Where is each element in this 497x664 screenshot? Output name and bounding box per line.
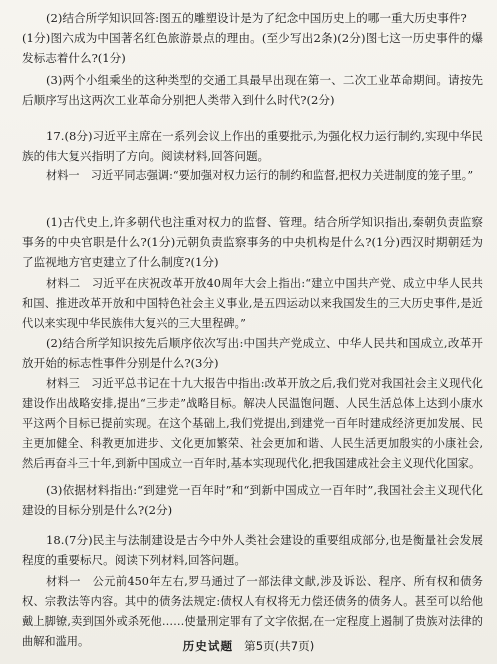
- q16-part3: (3)两个小组乘坐的这种类型的交通工具最早出现在第一、二次工业革命期间。请按先后顺序写出这两次工业革命分别把人类带入到什么时代?(2分): [22, 73, 483, 107]
- footer-title: 历史试题: [182, 639, 234, 653]
- q18-stem: 18.(7分)民主与法制建设是古今中外人类社会建设的重要组成部分,也是衡量社会发展程度的重要标尺。阅读下列材料,回答问题。: [22, 533, 483, 567]
- q17-question-2: (2)结合所学知识按先后顺序依次写出:中国共产党成立、中华人民共和国成立,改革开放开始的标志性事件分别是什么?(3分): [22, 336, 483, 370]
- q17-material-3: 材料三 习近平总书记在十九大报告中指出:改革开放之后,我们党对我国社会主义现代化建设作出战略安排,提出“三步走”战略目标。解决人民温饱问题、人民生活总体上达到小康水平这两个目标已提前实现。在这个基础上,我们党提出,到建党一百年时建成经济更加发展、民主更加健全、科教更加进步、文化更加繁荣、社会更加和谐、人民生活更加殷实的小康社会,然后再奋斗三十年,到新中国成立一百年时,基本实现现代化,把我国建成社会主义现代化国家。: [22, 377, 483, 470]
- q17-material-2: 材料二 习近平在庆祝改革开放40周年大会上指出:“建立中国共产党、成立中华人民共和国、推进改革开放和中国特色社会主义事业,是五四运动以来我国发生的三大历史事件,是近代以来实现中华民族伟大复兴的三大里程碑。”: [22, 277, 483, 330]
- page-footer: [0, 638, 497, 654]
- q17-question-3: (3)依据材料指出:“到建党一百年时”和“到新中国成立一百年时”,我国社会主义现代化建设的目标分别是什么?(2分): [22, 483, 483, 517]
- q16-part2-line1: (2)结合所学知识回答:图五的雕塑设计是为了纪念中国历史上的哪一重大历史事件?: [46, 11, 467, 25]
- q17-material-1: 材料一 习近平同志强调:“要加强对权力运行的制约和监督,把权力关进制度的笼子里。”: [46, 169, 474, 182]
- q17-stem: 17.(8分)习近平主席在一系列会议上作出的重要批示,为强化权力运行制约,实现中华民族的伟大复兴指明了方向。阅读材料,回答问题。: [22, 129, 483, 163]
- q17-question-1: (1)古代史上,许多朝代也注重对权力的监督、管理。结合所学知识指出,秦朝负责监察事务的中央官职是什么?(1分)元朝负责监察事务的中央机构是什么?(1分)西汉时期朝廷为了监视地方官吏建立了什么制度?(1分): [22, 215, 483, 269]
- q16-part2-line2: (1分)图六成为中国著名红色旅游景点的理由。(至少写出2条)(2分)图七这一历史事件的爆发标志着什么?(1分): [22, 31, 483, 65]
- q18-material-1: 材料一 公元前450年左右,罗马通过了一部法律文献,涉及诉讼、程序、所有权和债务权、宗教法等内容。其中的债务法规定:债权人有权将无力偿还债务的债务人。甚至可以给他戴上脚镣,卖到国外或杀死他……使量刑定罪有了文字依据,在一定程度上遏制了贵族对法律的曲解和滥用。: [22, 575, 483, 648]
- footer-page-number: 第5页(共7页): [244, 639, 315, 653]
